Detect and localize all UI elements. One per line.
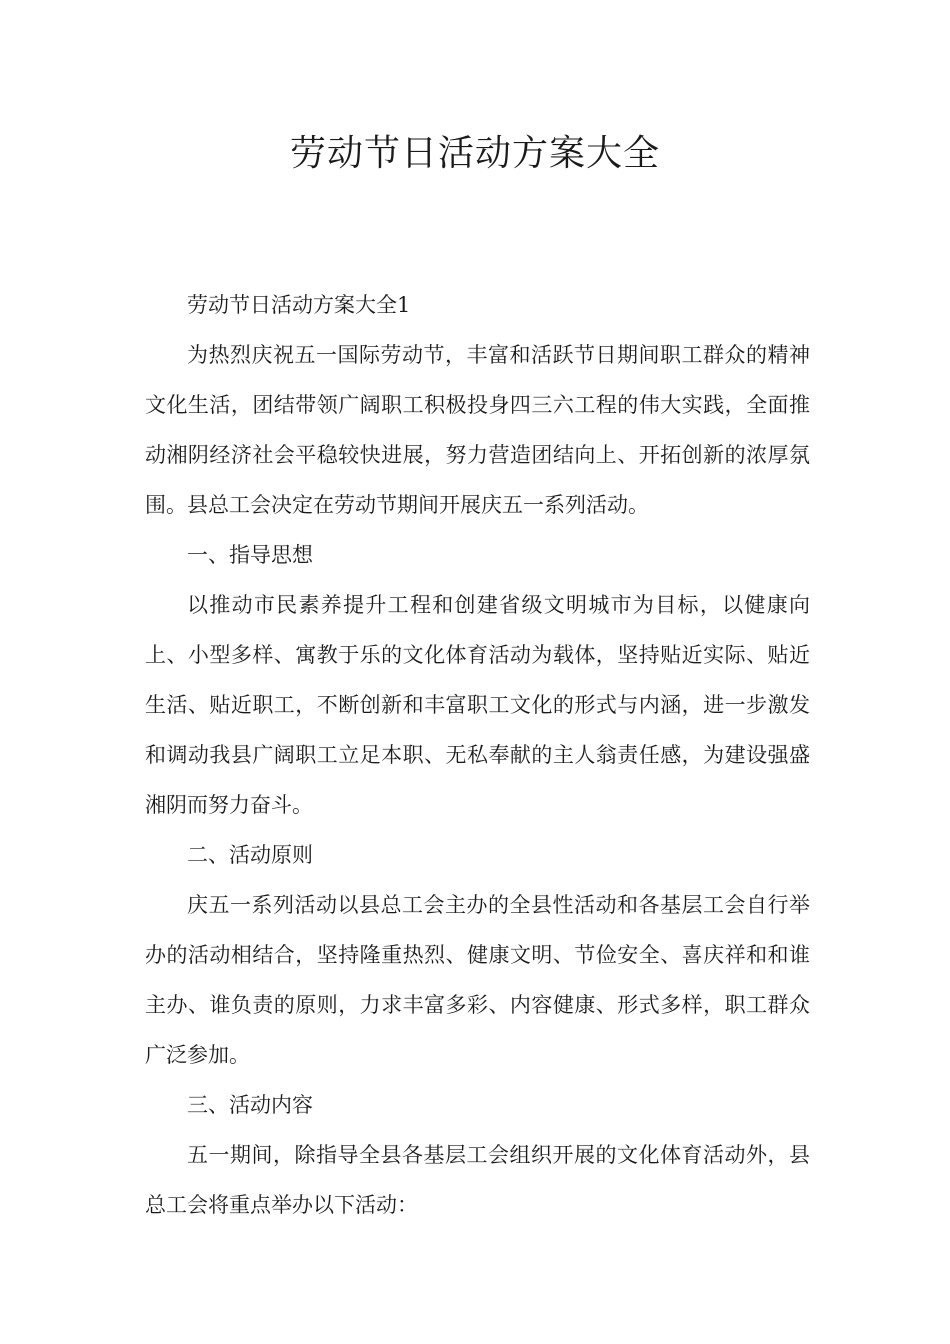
section-heading: 劳动节日活动方案大全1 — [187, 293, 411, 317]
paragraph-intro: 为热烈庆祝五一国际劳动节，丰富和活跃节日期间职工群众的精神文化生活，团结带领广阔职工积极投身四三六工程的伟大实践，全面推动湘阴经济社会平稳较快进展，努力营造团结向上、开拓创新的浓厚氛围。县总工会决定在劳动节期间开展庆五一系列活动。 — [145, 343, 810, 517]
section-heading-content: 三、活动内容 — [187, 1093, 313, 1117]
section-heading-guiding-ideology: 一、指导思想 — [187, 543, 313, 567]
paragraph-content: 五一期间，除指导全县各基层工会组织开展的文化体育活动外，县总工会将重点举办以下活动： — [145, 1143, 810, 1217]
paragraph-principles: 庆五一系列活动以县总工会主办的全县性活动和各基层工会自行举办的活动相结合，坚持隆重热烈、健康文明、节俭安全、喜庆祥和和谁主办、谁负责的原则，力求丰富多彩、内容健康、形式多样，职工群众广泛参加。 — [145, 893, 810, 1067]
document-body — [145, 280, 810, 1230]
section-heading-principles: 二、活动原则 — [187, 843, 313, 867]
document-title: 劳动节日活动方案大全 — [289, 133, 660, 174]
paragraph-guiding-ideology: 以推动市民素养提升工程和创建省级文明城市为目标，以健康向上、小型多样、寓教于乐的文化体育活动为载体，坚持贴近实际、贴近生活、贴近职工，不断创新和丰富职工文化的形式与内涵，进一步激发和调动我县广阔职工立足本职、无私奉献的主人翁责任感，为建设强盛湘阴而努力奋斗。 — [145, 593, 810, 817]
